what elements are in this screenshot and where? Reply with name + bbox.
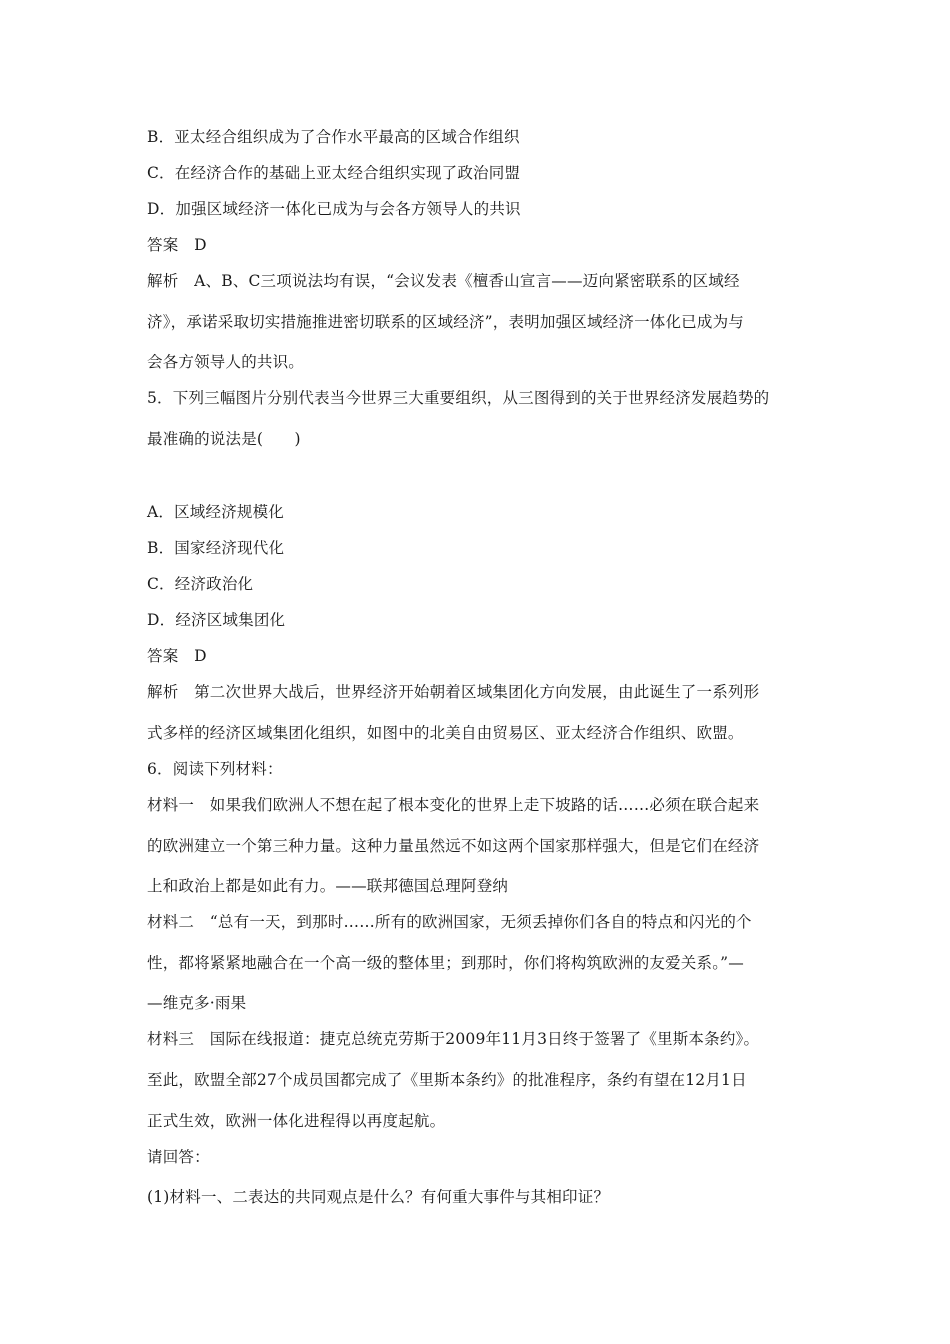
option-b-line: B．国家经济现代化 xyxy=(147,539,285,557)
option-d-line: D．经济区域集团化 xyxy=(147,611,286,629)
sub-question-line: (1)材料一、二表达的共同观点是什么？有何重大事件与其相印证？ xyxy=(147,1188,610,1206)
analysis-line: 解析 A、B、C三项说法均有误，“会议发表《檀香山宣言——迈向紧密联系的区域经 xyxy=(147,272,740,290)
analysis-line: 济》，承诺采取切实措施推进密切联系的区域经济”，表明加强区域经济一体化已成为与 xyxy=(147,313,744,331)
option-c-line: C．经济政治化 xyxy=(147,575,254,593)
material-line: 的欧洲建立一个第三种力量。这种力量虽然远不如这两个国家那样强大，但是它们在经济 xyxy=(147,837,760,855)
question-line: 6．阅读下列材料： xyxy=(147,760,283,778)
option-d-line: D．加强区域经济一体化已成为与会各方领导人的共识 xyxy=(147,200,521,218)
material-line: 至此，欧盟全部27个成员国都完成了《里斯本条约》的批准程序，条约有望在12月1日 xyxy=(147,1071,747,1089)
material-line: 材料一 如果我们欧洲人不想在起了根本变化的世界上走下坡路的话……必须在联合起来 xyxy=(147,796,760,814)
material-line: 材料二 “总有一天，到那时……所有的欧洲国家，无须丢掉你们各自的特点和闪光的个 xyxy=(147,913,752,931)
question-line: 最准确的说法是( ) xyxy=(147,430,301,448)
material-line: —维克多·雨果 xyxy=(147,994,247,1012)
analysis-line: 解析 第二次世界大战后，世界经济开始朝着区域集团化方向发展，由此诞生了一系列形 xyxy=(147,683,760,701)
answer-line: 答案 D xyxy=(147,647,207,665)
material-line: 材料三 国际在线报道：捷克总统克劳斯于2009年11月3日终于签署了《里斯本条约》。 xyxy=(147,1030,760,1048)
option-c-line: C．在经济合作的基础上亚太经合组织实现了政治同盟 xyxy=(147,164,521,182)
option-a-line: A．区域经济规模化 xyxy=(147,503,284,521)
analysis-line: 会各方领导人的共识。 xyxy=(147,353,305,371)
material-line: 正式生效，欧洲一体化进程得以再度起航。 xyxy=(147,1112,446,1130)
answer-line: 答案 D xyxy=(147,236,207,254)
option-b-line: B．亚太经合组织成为了合作水平最高的区域合作组织 xyxy=(147,128,520,146)
analysis-line: 式多样的经济区域集团化组织，如图中的北美自由贸易区、亚太经济合作组织、欧盟。 xyxy=(147,724,744,742)
question-line: 5．下列三幅图片分别代表当今世界三大重要组织，从三图得到的关于世界经济发展趋势的 xyxy=(147,389,770,407)
material-line: 性，都将紧紧地融合在一个高一级的整体里；到那时，你们将构筑欧洲的友爱关系。”— xyxy=(147,954,744,972)
prompt-line: 请回答： xyxy=(147,1148,210,1166)
material-line: 上和政治上都是如此有力。——联邦德国总理阿登纳 xyxy=(147,877,509,895)
